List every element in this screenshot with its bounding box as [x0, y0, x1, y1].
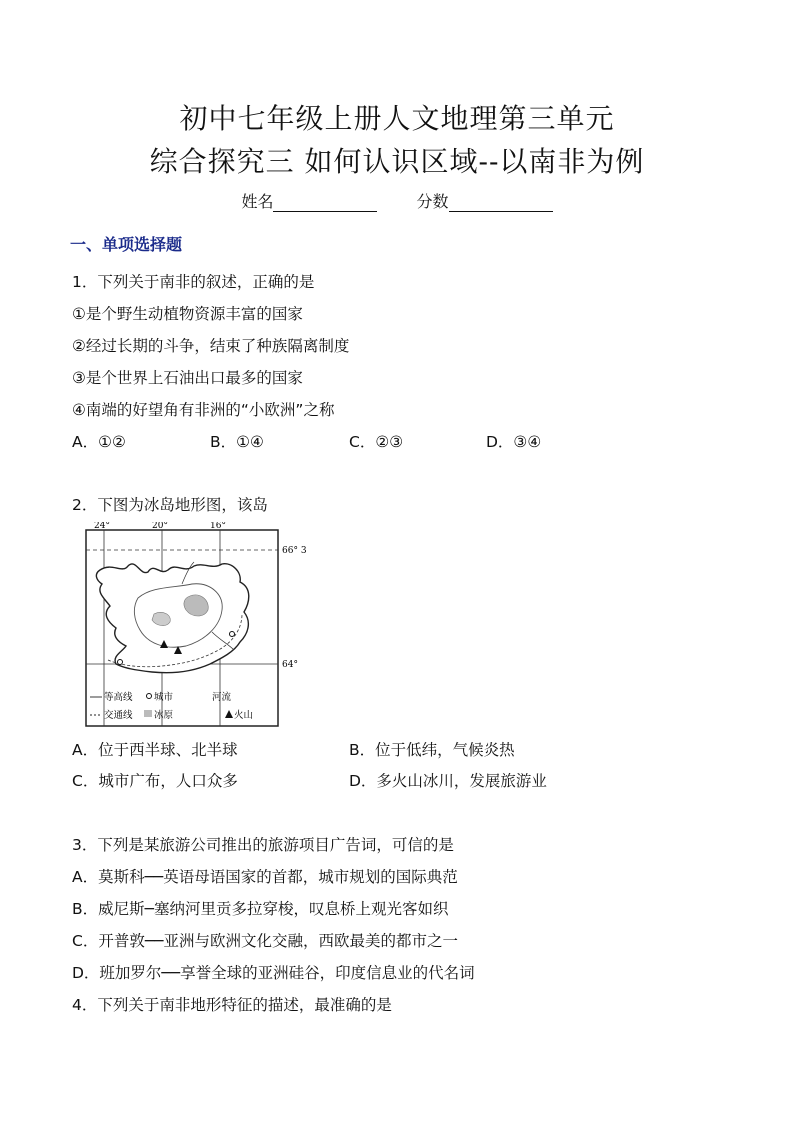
q3-option-a[interactable]: A．莫斯科──英语母语国家的首都，城市规划的国际典范 [72, 868, 458, 886]
legend-city-swatch [147, 694, 152, 699]
score-label: 分数 [416, 192, 449, 211]
longitude-label: 16° [210, 522, 226, 531]
q1-option-d[interactable]: D．③④ [486, 433, 542, 451]
legend-river: 河流 [212, 692, 232, 703]
q1-item: ③是个世界上石油出口最多的国家 [72, 369, 303, 387]
q1-item: ①是个野生动植物资源丰富的国家 [72, 305, 303, 323]
latitude-label: 66° 3 [282, 546, 307, 556]
q2-option-b[interactable]: B．位于低纬，气候炎热 [349, 741, 515, 759]
legend-volcano: 火山 [234, 710, 254, 721]
q3-stem: 3．下列是某旅游公司推出的旅游项目广告词，可信的是 [72, 836, 454, 854]
latitude-label: 64° [282, 660, 298, 670]
q3-option-b[interactable]: B．威尼斯─塞纳河里贡多拉穿梭，叹息桥上观光客如织 [72, 900, 449, 918]
name-blank[interactable] [273, 195, 377, 212]
iceland-map [82, 522, 327, 727]
name-score-row [0, 189, 794, 212]
section-heading: 一、单项选择题 [70, 235, 183, 254]
q2-option-d[interactable]: D．多火山冰川，发展旅游业 [349, 772, 547, 790]
q1-item: ②经过长期的斗争，结束了种族隔离制度 [72, 337, 350, 355]
q3-option-c[interactable]: C．开普敦──亚洲与欧洲文化交融，西欧最美的都市之一 [72, 932, 458, 950]
title-line-2: 综合探究三 如何认识区域--以南非为例 [149, 145, 645, 178]
q1-option-a[interactable]: A．①② [72, 433, 126, 451]
legend-city: 城市 [154, 692, 174, 703]
longitude-label: 20° [152, 522, 168, 531]
title-line-1: 初中七年级上册人文地理第三单元 [179, 102, 615, 135]
legend-contour: 等高线 [104, 692, 133, 703]
q4-stem: 4．下列关于南非地形特征的描述，最准确的是 [72, 996, 392, 1014]
q1-option-b[interactable]: B．①④ [210, 433, 264, 451]
q2-option-c[interactable]: C．城市广布，人口众多 [72, 772, 238, 790]
legend-transport: 交通线 [104, 710, 133, 721]
q1-stem: 1．下列关于南非的叙述，正确的是 [72, 273, 315, 291]
name-label: 姓名 [241, 192, 274, 211]
legend-ice: 冰原 [154, 710, 174, 721]
q2-option-a[interactable]: A．位于西半球、北半球 [72, 741, 238, 759]
longitude-label: 24° [94, 522, 110, 531]
legend-ice-swatch [144, 710, 152, 717]
city-marker [230, 632, 235, 637]
q1-item: ④南端的好望角有非洲的“小欧洲”之称 [72, 401, 335, 419]
score-blank[interactable] [449, 195, 553, 212]
q1-option-c[interactable]: C．②③ [349, 433, 404, 451]
q3-option-d[interactable]: D．班加罗尔──享誉全球的亚洲硅谷，印度信息业的代名词 [72, 964, 475, 982]
q2-stem: 2．下图为冰岛地形图，该岛 [72, 496, 268, 514]
city-marker [118, 660, 123, 665]
